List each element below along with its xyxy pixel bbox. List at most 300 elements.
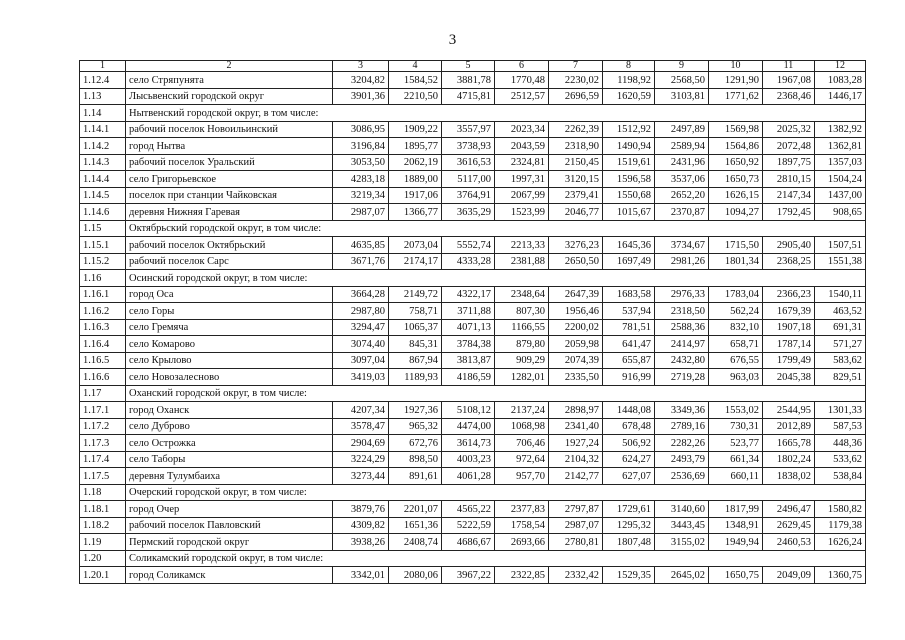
value-cell: 3537,06 [655, 171, 709, 188]
value-cell: 3879,76 [333, 501, 389, 518]
value-cell: 5108,12 [442, 402, 495, 419]
value-cell: 2368,25 [763, 253, 815, 270]
row-code: 1.14.3 [80, 154, 126, 171]
table-row [80, 253, 866, 270]
row-code: 1.18.2 [80, 517, 126, 534]
value-cell: 1802,24 [763, 451, 815, 468]
value-cell: 2568,50 [655, 72, 709, 89]
row-code: 1.17.4 [80, 451, 126, 468]
value-cell: 3614,73 [442, 435, 495, 452]
value-cell: 1382,92 [815, 121, 866, 138]
row-code: 1.13 [80, 88, 126, 105]
table-row [80, 204, 866, 221]
value-cell: 1907,18 [763, 319, 815, 336]
settlement-name: город Очер [126, 501, 333, 518]
row-code: 1.16.3 [80, 319, 126, 336]
value-cell: 2322,85 [495, 567, 549, 584]
settlement-name: рабочий поселок Новоильинский [126, 121, 333, 138]
row-code: 1.17.1 [80, 402, 126, 419]
value-cell: 1282,01 [495, 369, 549, 386]
value-cell: 2645,02 [655, 567, 709, 584]
value-cell: 2150,45 [549, 154, 603, 171]
value-cell: 1437,00 [815, 187, 866, 204]
value-cell: 2348,64 [495, 286, 549, 303]
value-cell: 1650,75 [709, 567, 763, 584]
settlement-name: рабочий поселок Сарс [126, 253, 333, 270]
value-cell: 879,80 [495, 336, 549, 353]
value-cell: 3140,60 [655, 501, 709, 518]
value-cell: 2693,66 [495, 534, 549, 551]
row-code: 1.15.2 [80, 253, 126, 270]
value-cell: 2025,32 [763, 121, 815, 138]
row-code: 1.14 [80, 105, 126, 122]
column-header: 9 [655, 61, 709, 72]
value-cell: 3204,82 [333, 72, 389, 89]
value-cell: 1512,92 [603, 121, 655, 138]
value-cell: 2432,80 [655, 352, 709, 369]
table-row [80, 187, 866, 204]
settlement-name: город Оса [126, 286, 333, 303]
settlement-name: село Новозалесново [126, 369, 333, 386]
value-cell: 2377,83 [495, 501, 549, 518]
value-cell: 2650,50 [549, 253, 603, 270]
value-cell: 1523,99 [495, 204, 549, 221]
value-cell: 5552,74 [442, 237, 495, 254]
value-cell: 807,30 [495, 303, 549, 320]
table-row [80, 534, 866, 551]
settlement-name: село Дуброво [126, 418, 333, 435]
value-cell: 3813,87 [442, 352, 495, 369]
value-cell: 972,64 [495, 451, 549, 468]
value-cell: 3224,29 [333, 451, 389, 468]
value-cell: 448,36 [815, 435, 866, 452]
value-cell: 1550,68 [603, 187, 655, 204]
value-cell: 2460,53 [763, 534, 815, 551]
value-cell: 3738,93 [442, 138, 495, 155]
value-cell: 1807,48 [603, 534, 655, 551]
value-cell: 523,77 [709, 435, 763, 452]
value-cell: 832,10 [709, 319, 763, 336]
value-cell: 2282,26 [655, 435, 709, 452]
table-row [80, 237, 866, 254]
value-cell: 1838,02 [763, 468, 815, 485]
column-header: 11 [763, 61, 815, 72]
value-cell: 758,71 [389, 303, 442, 320]
settlement-name: село Горы [126, 303, 333, 320]
row-code: 1.20 [80, 550, 126, 567]
value-cell: 2074,39 [549, 352, 603, 369]
value-cell: 1697,49 [603, 253, 655, 270]
value-cell: 1015,67 [603, 204, 655, 221]
table-row [80, 501, 866, 518]
row-code: 1.18 [80, 484, 126, 501]
value-cell: 2408,74 [389, 534, 442, 551]
value-cell: 1198,92 [603, 72, 655, 89]
table-row [80, 567, 866, 584]
column-number-row [80, 61, 866, 72]
value-cell: 2905,40 [763, 237, 815, 254]
value-cell: 1949,94 [709, 534, 763, 551]
value-cell: 1967,08 [763, 72, 815, 89]
row-code: 1.16.4 [80, 336, 126, 353]
column-header: 3 [333, 61, 389, 72]
value-cell: 3103,81 [655, 88, 709, 105]
table-body [80, 72, 866, 584]
row-code: 1.14.2 [80, 138, 126, 155]
value-cell: 1917,06 [389, 187, 442, 204]
value-cell: 1799,49 [763, 352, 815, 369]
value-cell: 1504,24 [815, 171, 866, 188]
table-group-row [80, 484, 866, 501]
value-cell: 4565,22 [442, 501, 495, 518]
value-cell: 2332,42 [549, 567, 603, 584]
value-cell: 1068,98 [495, 418, 549, 435]
value-cell: 898,50 [389, 451, 442, 468]
value-cell: 562,24 [709, 303, 763, 320]
settlement-name: рабочий поселок Уральский [126, 154, 333, 171]
table-row [80, 517, 866, 534]
value-cell: 2588,36 [655, 319, 709, 336]
value-cell: 1895,77 [389, 138, 442, 155]
value-cell: 2149,72 [389, 286, 442, 303]
table-group-row [80, 550, 866, 567]
value-cell: 2335,50 [549, 369, 603, 386]
value-cell: 2496,47 [763, 501, 815, 518]
row-code: 1.14.1 [80, 121, 126, 138]
row-code: 1.16.2 [80, 303, 126, 320]
settlement-name: город Оханск [126, 402, 333, 419]
settlement-name: село Стряпунята [126, 72, 333, 89]
value-cell: 4283,18 [333, 171, 389, 188]
value-cell: 4071,13 [442, 319, 495, 336]
value-cell: 1596,58 [603, 171, 655, 188]
value-cell: 2379,41 [549, 187, 603, 204]
settlement-name: село Таборы [126, 451, 333, 468]
value-cell: 2210,50 [389, 88, 442, 105]
value-cell: 2987,80 [333, 303, 389, 320]
row-code: 1.15 [80, 220, 126, 237]
table-row [80, 369, 866, 386]
table-row [80, 435, 866, 452]
value-cell: 3881,78 [442, 72, 495, 89]
row-code: 1.16 [80, 270, 126, 287]
value-cell: 957,70 [495, 468, 549, 485]
value-cell: 661,34 [709, 451, 763, 468]
value-cell: 2431,96 [655, 154, 709, 171]
value-cell: 1626,15 [709, 187, 763, 204]
settlement-name: село Григорьевское [126, 171, 333, 188]
group-title: Соликамский городской округ, в том числе: [126, 550, 866, 567]
value-cell: 2589,94 [655, 138, 709, 155]
page-number: 3 [448, 32, 457, 48]
value-cell: 3086,95 [333, 121, 389, 138]
value-cell: 2049,09 [763, 567, 815, 584]
value-cell: 2137,24 [495, 402, 549, 419]
value-cell: 2987,07 [549, 517, 603, 534]
value-cell: 965,32 [389, 418, 442, 435]
value-cell: 3784,38 [442, 336, 495, 353]
value-cell: 1651,36 [389, 517, 442, 534]
value-cell: 1771,62 [709, 88, 763, 105]
value-cell: 1770,48 [495, 72, 549, 89]
value-cell: 1927,24 [549, 435, 603, 452]
value-cell: 2981,26 [655, 253, 709, 270]
value-cell: 2780,81 [549, 534, 603, 551]
table-group-row [80, 270, 866, 287]
value-cell: 1301,33 [815, 402, 866, 419]
value-cell: 2201,07 [389, 501, 442, 518]
value-cell: 3734,67 [655, 237, 709, 254]
value-cell: 1094,27 [709, 204, 763, 221]
value-cell: 3443,45 [655, 517, 709, 534]
value-cell: 463,52 [815, 303, 866, 320]
value-cell: 1519,61 [603, 154, 655, 171]
value-cell: 4186,59 [442, 369, 495, 386]
value-cell: 2046,77 [549, 204, 603, 221]
value-cell: 3097,04 [333, 352, 389, 369]
value-cell: 3671,76 [333, 253, 389, 270]
value-cell: 3901,36 [333, 88, 389, 105]
value-cell: 3967,22 [442, 567, 495, 584]
table-row [80, 88, 866, 105]
value-cell: 3349,36 [655, 402, 709, 419]
row-code: 1.17.2 [80, 418, 126, 435]
value-cell: 3273,44 [333, 468, 389, 485]
value-cell: 1357,03 [815, 154, 866, 171]
column-header: 10 [709, 61, 763, 72]
value-cell: 1362,81 [815, 138, 866, 155]
value-cell: 2200,02 [549, 319, 603, 336]
value-cell: 1507,51 [815, 237, 866, 254]
value-cell: 2987,07 [333, 204, 389, 221]
value-cell: 1551,38 [815, 253, 866, 270]
table-row [80, 468, 866, 485]
column-header: 6 [495, 61, 549, 72]
value-cell: 2512,57 [495, 88, 549, 105]
settlement-name: рабочий поселок Павловский [126, 517, 333, 534]
value-cell: 706,46 [495, 435, 549, 452]
value-cell: 2789,16 [655, 418, 709, 435]
value-cell: 2059,98 [549, 336, 603, 353]
value-cell: 533,62 [815, 451, 866, 468]
column-header: 2 [126, 61, 333, 72]
value-cell: 3711,88 [442, 303, 495, 320]
value-cell: 963,03 [709, 369, 763, 386]
value-cell: 2976,33 [655, 286, 709, 303]
value-cell: 891,61 [389, 468, 442, 485]
value-cell: 676,55 [709, 352, 763, 369]
column-header: 5 [442, 61, 495, 72]
table-group-row [80, 105, 866, 122]
value-cell: 1683,58 [603, 286, 655, 303]
value-cell: 2012,89 [763, 418, 815, 435]
value-cell: 655,87 [603, 352, 655, 369]
row-code: 1.14.4 [80, 171, 126, 188]
row-code: 1.19 [80, 534, 126, 551]
value-cell: 2493,79 [655, 451, 709, 468]
value-cell: 781,51 [603, 319, 655, 336]
value-cell: 1529,35 [603, 567, 655, 584]
value-cell: 1291,90 [709, 72, 763, 89]
row-code: 1.16.5 [80, 352, 126, 369]
group-title: Очерский городской округ, в том числе: [126, 484, 866, 501]
table-group-row [80, 385, 866, 402]
row-code: 1.17.3 [80, 435, 126, 452]
settlement-name: село Гремяча [126, 319, 333, 336]
group-title: Нытвенский городской округ, в том числе: [126, 105, 866, 122]
table-row [80, 402, 866, 419]
value-cell: 2652,20 [655, 187, 709, 204]
value-cell: 3342,01 [333, 567, 389, 584]
value-cell: 1645,36 [603, 237, 655, 254]
table-row [80, 286, 866, 303]
value-cell: 2213,33 [495, 237, 549, 254]
value-cell: 641,47 [603, 336, 655, 353]
value-cell: 4474,00 [442, 418, 495, 435]
table-row [80, 319, 866, 336]
row-code: 1.12.4 [80, 72, 126, 89]
settlement-name: поселок при станции Чайковская [126, 187, 333, 204]
value-cell: 2080,06 [389, 567, 442, 584]
row-code: 1.15.1 [80, 237, 126, 254]
value-cell: 2647,39 [549, 286, 603, 303]
value-cell: 571,27 [815, 336, 866, 353]
column-header: 8 [603, 61, 655, 72]
value-cell: 1792,45 [763, 204, 815, 221]
row-code: 1.16.1 [80, 286, 126, 303]
group-title: Октябрьский городской округ, в том числе: [126, 220, 866, 237]
value-cell: 909,29 [495, 352, 549, 369]
value-cell: 1360,75 [815, 567, 866, 584]
value-cell: 2414,97 [655, 336, 709, 353]
value-cell: 658,71 [709, 336, 763, 353]
value-cell: 1348,91 [709, 517, 763, 534]
value-cell: 1620,59 [603, 88, 655, 105]
table-row [80, 171, 866, 188]
table-group-row [80, 220, 866, 237]
row-code: 1.17 [80, 385, 126, 402]
value-cell: 1584,52 [389, 72, 442, 89]
value-cell: 1065,37 [389, 319, 442, 336]
value-cell: 1179,38 [815, 517, 866, 534]
value-cell: 1729,61 [603, 501, 655, 518]
value-cell: 2904,69 [333, 435, 389, 452]
value-cell: 1446,17 [815, 88, 866, 105]
table-row [80, 303, 866, 320]
value-cell: 1787,14 [763, 336, 815, 353]
value-cell: 4322,17 [442, 286, 495, 303]
table-row [80, 451, 866, 468]
value-cell: 1564,86 [709, 138, 763, 155]
value-cell: 2262,39 [549, 121, 603, 138]
value-cell: 3219,34 [333, 187, 389, 204]
settlement-name: Лысьвенский городской округ [126, 88, 333, 105]
value-cell: 1540,11 [815, 286, 866, 303]
value-cell: 2536,69 [655, 468, 709, 485]
value-cell: 506,92 [603, 435, 655, 452]
value-cell: 4003,23 [442, 451, 495, 468]
value-cell: 2174,17 [389, 253, 442, 270]
value-cell: 678,48 [603, 418, 655, 435]
value-cell: 1817,99 [709, 501, 763, 518]
tariff-table [79, 60, 866, 584]
table-row [80, 418, 866, 435]
value-cell: 583,62 [815, 352, 866, 369]
row-code: 1.14.5 [80, 187, 126, 204]
value-cell: 1490,94 [603, 138, 655, 155]
row-code: 1.18.1 [80, 501, 126, 518]
value-cell: 3938,26 [333, 534, 389, 551]
value-cell: 672,76 [389, 435, 442, 452]
table-row [80, 72, 866, 89]
value-cell: 1715,50 [709, 237, 763, 254]
value-cell: 3276,23 [549, 237, 603, 254]
value-cell: 1366,77 [389, 204, 442, 221]
value-cell: 4635,85 [333, 237, 389, 254]
value-cell: 3664,28 [333, 286, 389, 303]
value-cell: 867,94 [389, 352, 442, 369]
group-title: Оханский городской округ, в том числе: [126, 385, 866, 402]
value-cell: 3196,84 [333, 138, 389, 155]
row-code: 1.16.6 [80, 369, 126, 386]
value-cell: 2067,99 [495, 187, 549, 204]
column-header: 4 [389, 61, 442, 72]
value-cell: 2045,38 [763, 369, 815, 386]
value-cell: 1665,78 [763, 435, 815, 452]
value-cell: 845,31 [389, 336, 442, 353]
settlement-name: город Соликамск [126, 567, 333, 584]
value-cell: 2072,48 [763, 138, 815, 155]
value-cell: 2104,32 [549, 451, 603, 468]
value-cell: 1650,92 [709, 154, 763, 171]
value-cell: 1927,36 [389, 402, 442, 419]
value-cell: 2230,02 [549, 72, 603, 89]
value-cell: 5222,59 [442, 517, 495, 534]
value-cell: 2810,15 [763, 171, 815, 188]
value-cell: 1909,22 [389, 121, 442, 138]
value-cell: 1553,02 [709, 402, 763, 419]
value-cell: 4061,28 [442, 468, 495, 485]
settlement-name: село Комарово [126, 336, 333, 353]
settlement-name: деревня Нижняя Гаревая [126, 204, 333, 221]
value-cell: 3635,29 [442, 204, 495, 221]
value-cell: 3155,02 [655, 534, 709, 551]
value-cell: 1801,34 [709, 253, 763, 270]
value-cell: 4207,34 [333, 402, 389, 419]
table-row [80, 352, 866, 369]
column-header: 7 [549, 61, 603, 72]
settlement-name: город Нытва [126, 138, 333, 155]
value-cell: 4686,67 [442, 534, 495, 551]
value-cell: 2544,95 [763, 402, 815, 419]
value-cell: 627,07 [603, 468, 655, 485]
settlement-name: село Острожка [126, 435, 333, 452]
value-cell: 916,99 [603, 369, 655, 386]
value-cell: 1889,00 [389, 171, 442, 188]
value-cell: 2147,34 [763, 187, 815, 204]
value-cell: 4309,82 [333, 517, 389, 534]
value-cell: 2318,90 [549, 138, 603, 155]
value-cell: 537,94 [603, 303, 655, 320]
value-cell: 5117,00 [442, 171, 495, 188]
table-row [80, 154, 866, 171]
value-cell: 1189,93 [389, 369, 442, 386]
value-cell: 2797,87 [549, 501, 603, 518]
value-cell: 1448,08 [603, 402, 655, 419]
value-cell: 1679,39 [763, 303, 815, 320]
value-cell: 2696,59 [549, 88, 603, 105]
settlement-name: деревня Тулумбаиха [126, 468, 333, 485]
